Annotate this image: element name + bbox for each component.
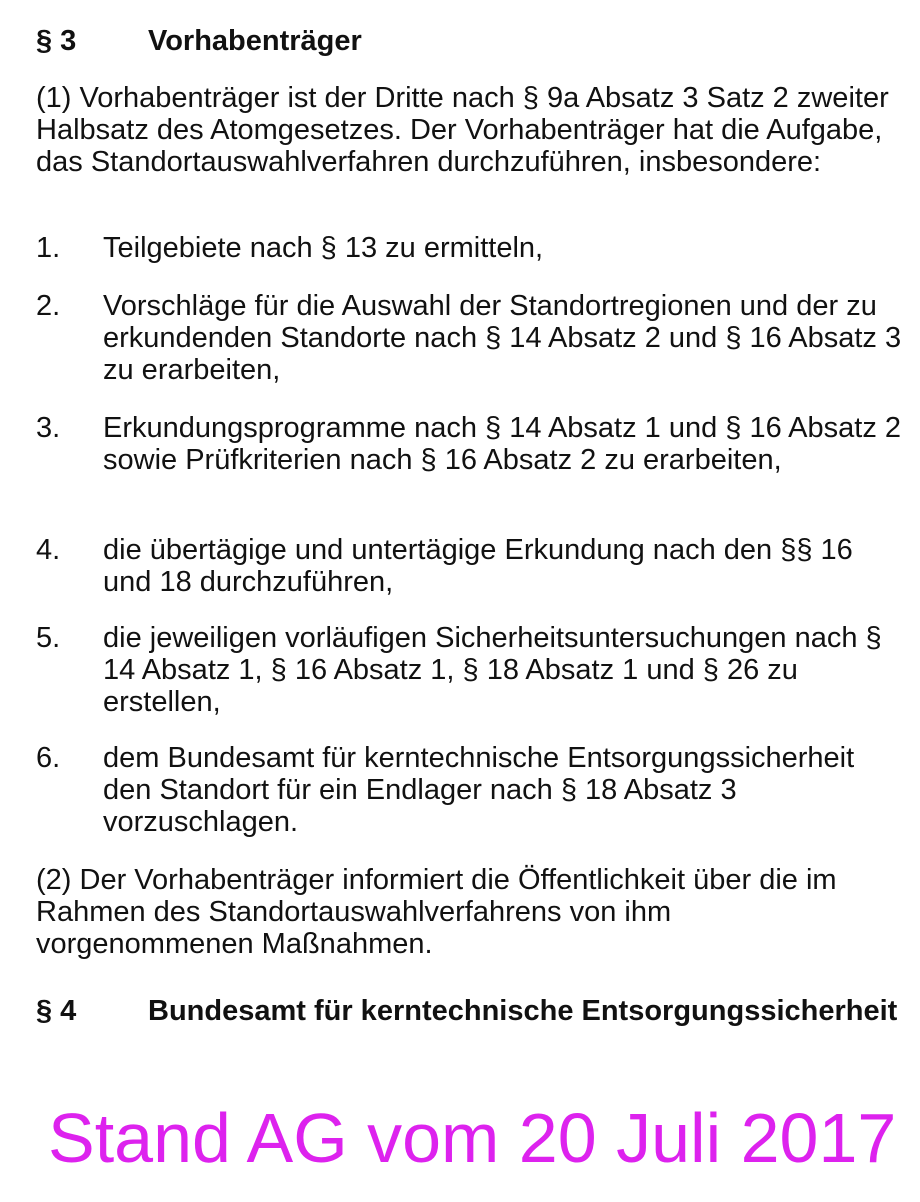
section-4-number: § 4 — [36, 995, 77, 1027]
list-item-number: 1. — [36, 232, 61, 264]
section-3-paragraph-2: (2) Der Vorhabenträger informiert die Öffentlichkeit über die im Rahmen des Standortauswahlverfahrens von ihm vorgenommenen Maßnahmen. — [36, 864, 837, 960]
section-4-title: Bundesamt für kerntechnische Entsorgungssicherheit — [148, 995, 898, 1027]
list-item-text: Vorschläge für die Auswahl der Standortregionen und der zu erkundenden Standorte nach § 14 Absatz 2 und § 16 Absatz 3 zu erarbeiten, — [103, 290, 902, 386]
section-3-title: Vorhabenträger — [148, 25, 362, 57]
list-item-number: 2. — [36, 290, 61, 322]
section-3-number: § 3 — [36, 25, 77, 57]
version-stamp: Stand AG vom 20 Juli 2017 — [48, 1099, 897, 1177]
list-item-number: 5. — [36, 622, 61, 654]
list-item-text: Teilgebiete nach § 13 zu ermitteln, — [103, 232, 544, 264]
section-3-paragraph-1: (1) Vorhabenträger ist der Dritte nach § 9a Absatz 3 Satz 2 zweiter Halbsatz des Atomgesetzes. Der Vorhabenträger hat die Aufgabe, das Standortauswahlverfahren durchzuführen, insbesondere: — [36, 82, 889, 178]
list-item-number: 6. — [36, 742, 61, 774]
list-item-text: Erkundungsprogramme nach § 14 Absatz 1 und § 16 Absatz 2 sowie Prüfkriterien nach § 16 Absatz 2 zu erarbeiten, — [103, 412, 902, 476]
list-item-text: die übertägige und untertägige Erkundung nach den §§ 16 und 18 durchzuführen, — [103, 534, 853, 598]
list-item-number: 4. — [36, 534, 61, 566]
list-item-number: 3. — [36, 412, 61, 444]
list-item-text: die jeweiligen vorläufigen Sicherheitsuntersuchungen nach § 14 Absatz 1, § 16 Absatz 1, § 18 Absatz 1 und § 26 zu erstellen, — [103, 622, 882, 718]
list-item-text: dem Bundesamt für kerntechnische Entsorgungssicherheit den Standort für ein Endlager nach § 18 Absatz 3 vorzuschlagen. — [103, 742, 855, 838]
